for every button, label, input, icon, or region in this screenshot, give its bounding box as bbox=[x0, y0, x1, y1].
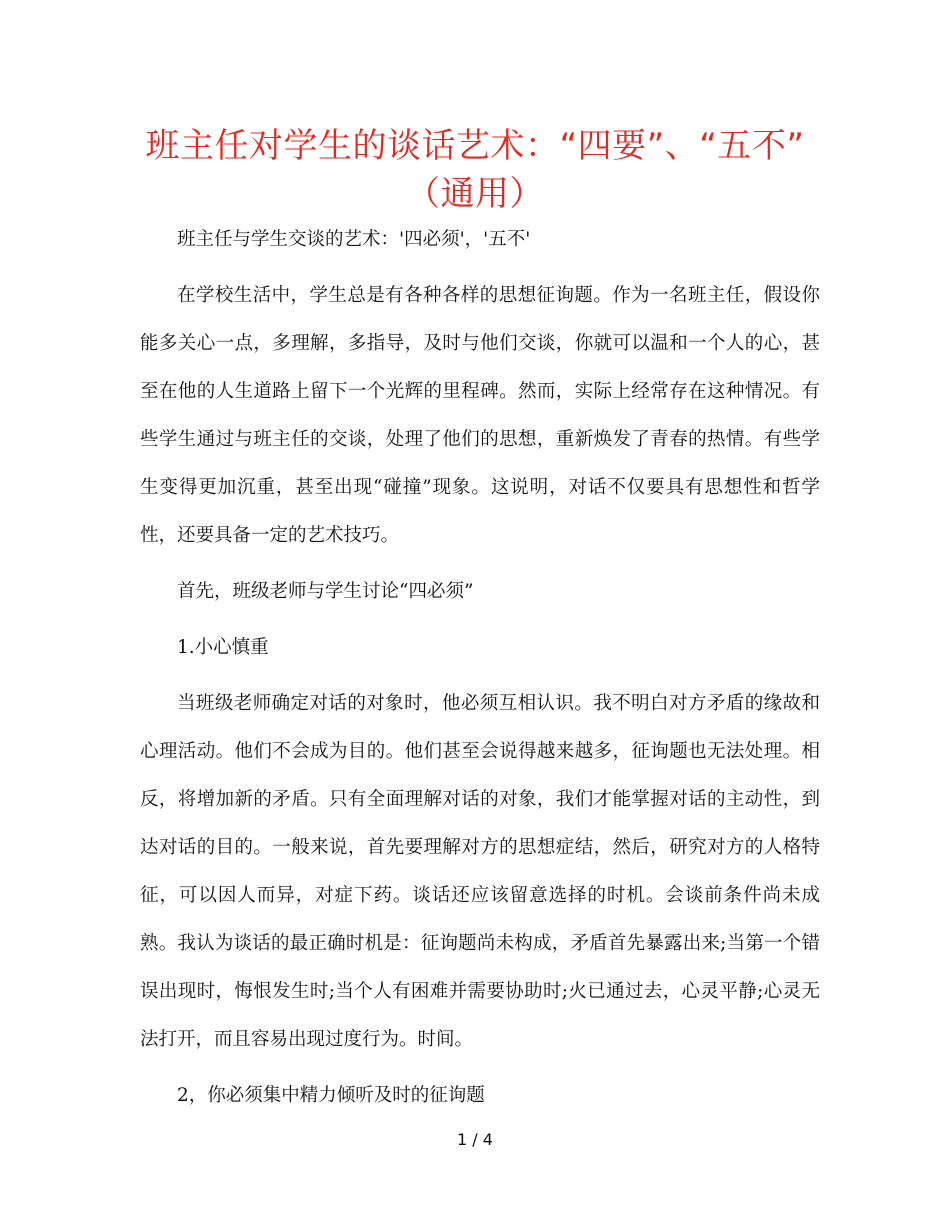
section-heading: 首先，班级老师与学生讨论“四必须” bbox=[177, 581, 474, 602]
page-number: 1 / 4 bbox=[457, 1130, 493, 1149]
item-1-paragraph: 当班级老师确定对话的对象时，他必须互相认识。我不明白对方矛盾的缘故和心理活动。他们不会成为目的。他们甚至会说得越来越多，征询题也无法处理。相反，将增加新的矛盾。只有全面理解对话的对象，我们才能掌握对话的主动性，到达对话的目的。一般来说，首先要理解对方的思想症结，然后，研究对方的人格特征，可以因人而异，对症下药。谈话还应该留意选择的时机。会谈前条件尚未成熟。我认为谈话的最正确时机是：征询题尚未构成，矛盾首先暴露出来;当第一个错误出现时，悔恨发生时;当个人有困难并需要协助时;火已通过去，心灵平静;心灵无法打开，而且容易出现过度行为。时间。 bbox=[140, 693, 820, 1050]
subtitle-paragraph: 班主任与学生交谈的艺术：'四必须'，'五不' bbox=[177, 229, 531, 250]
item-2-heading: 2，你必须集中精力倾听及时的征询题 bbox=[177, 1085, 485, 1106]
document-title-line-2: （通用） bbox=[406, 174, 544, 214]
document-body bbox=[140, 216, 820, 1120]
intro-paragraph: 在学校生活中，学生总是有各种各样的思想征询题。作为一名班主任，假设你能多关心一点，多理解，多指导，及时与他们交谈，你就可以温和一个人的心，甚至在他的人生道路上留下一个光辉的里程碑。然而，实际上经常存在这种情况。有些学生通过与班主任的交谈，处理了他们的思想，重新焕发了青春的热情。有些学生变得更加沉重，甚至出现“碰撞”现象。这说明，对话不仅要具有思想性和哲学性，还要具备一定的艺术技巧。 bbox=[140, 285, 820, 546]
document-title-line-1: 班主任对学生的谈话艺术：“四要”、“五不” bbox=[145, 126, 805, 166]
item-1-heading: 1.小心慎重 bbox=[177, 637, 269, 658]
